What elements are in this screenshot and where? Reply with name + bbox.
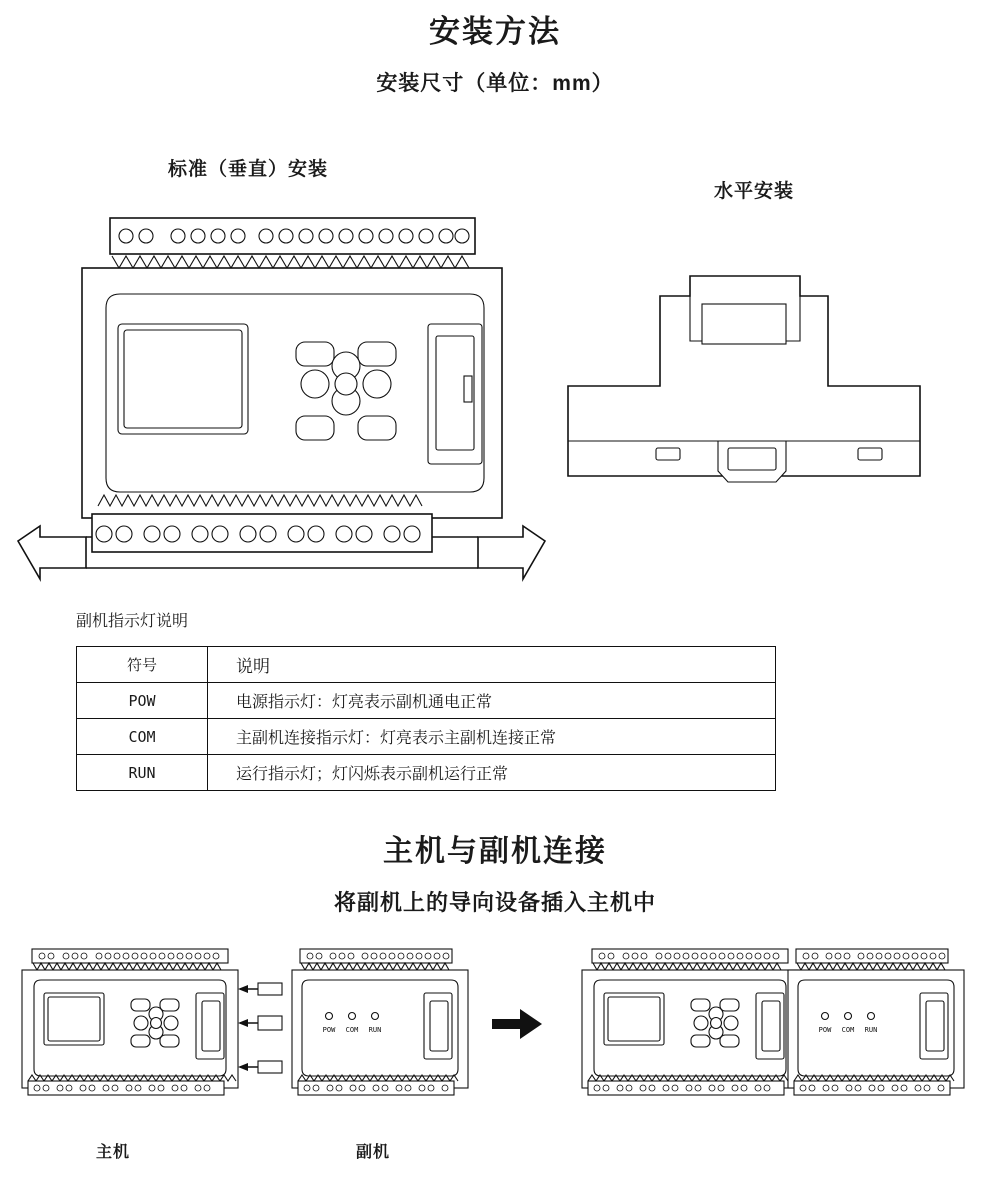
connection-title: 主机与副机连接 <box>383 835 607 868</box>
table-header-row <box>77 647 776 683</box>
cell-symbol: COM <box>77 719 208 755</box>
master-unit-left <box>22 949 238 1095</box>
table-row <box>77 755 776 791</box>
legend-title: 副机指示灯说明 <box>76 613 189 630</box>
led-label-pow: POW <box>322 1026 336 1034</box>
cell-description: 主副机连接指示灯：灯亮表示主副机连接正常 <box>208 719 776 755</box>
table-header-description: 说明 <box>208 647 776 683</box>
caption-slave: 副机 <box>356 1144 391 1161</box>
slave-unit <box>292 949 468 1095</box>
cell-symbol: RUN <box>77 755 208 791</box>
led-label-pow: POW <box>818 1026 832 1034</box>
page-subtitle: 安装尺寸（单位：mm） <box>376 72 614 95</box>
cell-symbol: POW <box>77 683 208 719</box>
indicator-legend-table <box>76 646 776 791</box>
led-label-com: COM <box>841 1026 855 1034</box>
table-row <box>77 719 776 755</box>
device-front-view <box>18 218 545 579</box>
transition-arrow <box>492 1009 542 1039</box>
led-label-run: RUN <box>368 1026 382 1034</box>
table-row <box>77 683 776 719</box>
mounting-diagrams <box>0 196 990 596</box>
label-standard-mount: 标准（垂直）安装 <box>168 159 329 180</box>
cell-description: 电源指示灯：灯亮表示副机通电正常 <box>208 683 776 719</box>
connection-diagram <box>0 931 990 1131</box>
table-header-symbol: 符号 <box>77 647 208 683</box>
device-side-view <box>568 276 920 482</box>
caption-master: 主机 <box>96 1144 131 1161</box>
label-horizontal-mount: 水平安装 <box>714 181 795 202</box>
connection-subtitle: 将副机上的导向设备插入主机中 <box>333 890 656 915</box>
assembled-units <box>582 949 964 1095</box>
page-root <box>0 6 990 1191</box>
led-label-com: COM <box>345 1026 359 1034</box>
led-label-run: RUN <box>864 1026 878 1034</box>
insertion-arrows <box>238 983 282 1073</box>
page-title: 安装方法 <box>429 14 561 49</box>
cell-description: 运行指示灯；灯闪烁表示副机运行正常 <box>208 755 776 791</box>
